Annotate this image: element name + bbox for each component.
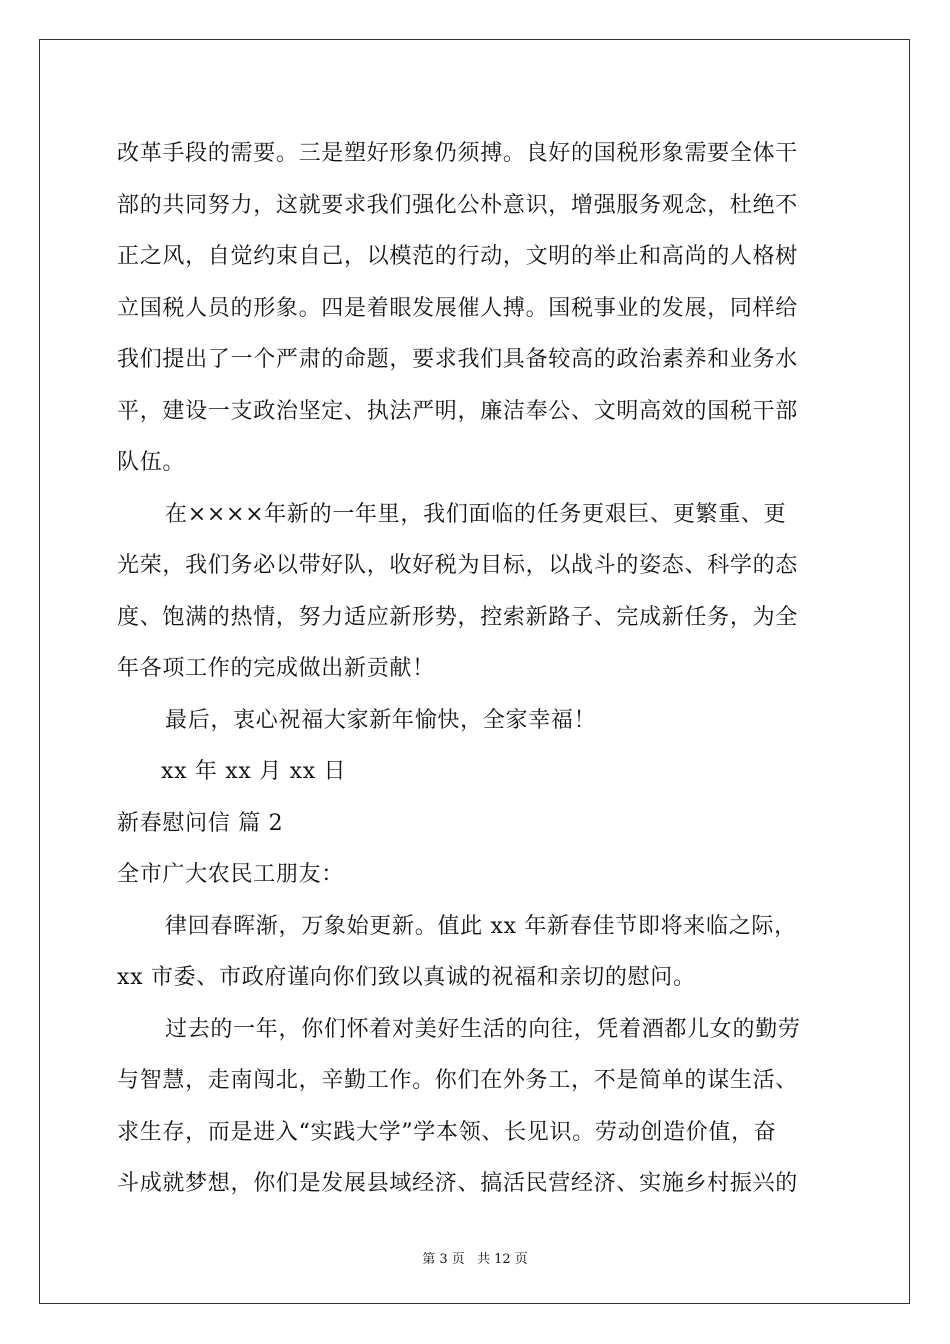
text-line: 与智慧，走南闯北，辛勤工作。你们在外务工，不是简单的谋生活、	[117, 1068, 799, 1093]
text-line: 部的共同努力，这就要求我们强化公朴意识，增强服务观念，杜绝不	[117, 192, 799, 218]
text-line: 在××××年新的一年里，我们面临的任务更艰巨、更繁重、更	[165, 501, 787, 527]
text-line: 年各项工作的完成做出新贡献！	[117, 656, 435, 681]
paragraph-4	[117, 901, 837, 1004]
text-line: 改革手段的需要。三是塑好形象仍须搏。良好的国税形象需要全体干	[117, 141, 799, 166]
text-line: 求生存，而是进入“实践大学”学本领、长见识。劳动创造价值，奋	[117, 1119, 777, 1145]
document-body	[117, 128, 837, 1210]
text-line: 最后，衷心祝福大家新年愉快，全家幸福！	[165, 707, 597, 733]
paragraph-3	[117, 695, 837, 747]
text-line: 我们提出了一个严肃的命题，要求我们具备较高的政治素养和业务水	[117, 347, 799, 372]
salutation: 全市广大农民工朋友：	[117, 862, 345, 887]
text-line: 过去的一年，你们怀着对美好生活的向往，凭着酒都儿女的勤劳	[165, 1016, 801, 1042]
paragraph-5	[117, 1004, 837, 1210]
section-title: 新春慰问信 篇 2	[117, 810, 284, 836]
text-line: 光荣，我们务必以带好队，收好税为目标，以战斗的姿态、科学的态	[117, 553, 799, 578]
text-line: 立国税人员的形象。四是着眼发展催人搏。国税事业的发展，同样给	[117, 295, 799, 321]
text-line: 队伍。	[117, 450, 186, 475]
paragraph-2	[117, 489, 837, 695]
paragraph-1	[117, 128, 837, 489]
text-line: 平，建设一支政治坚定、执法严明，廉洁奉公、文明高效的国税干部	[117, 398, 799, 424]
text-line: xx 市委、市政府谨向你们致以真诚的祝福和亲切的慰问。	[117, 965, 696, 990]
page-footer	[0, 1248, 950, 1267]
text-line: 律回春晖渐，万象始更新。值此 xx 年新春佳节即将来临之际，	[165, 913, 797, 939]
text-line: 正之风，自觉约束自己，以模范的行动，文明的举止和高尚的人格树	[117, 244, 799, 269]
page-number-total: 共 12 页	[476, 1252, 528, 1267]
text-line: 度、饱满的热情，努力适应新形势，控索新路子、完成新任务，为全	[117, 604, 799, 630]
page-number-current: 第 3 页	[422, 1252, 465, 1267]
letter-date: xx 年 xx 月 xx 日	[161, 759, 347, 784]
text-line: 斗成就梦想，你们是发展县域经济、搞活民营经济、实施乡村振兴的	[117, 1171, 799, 1196]
